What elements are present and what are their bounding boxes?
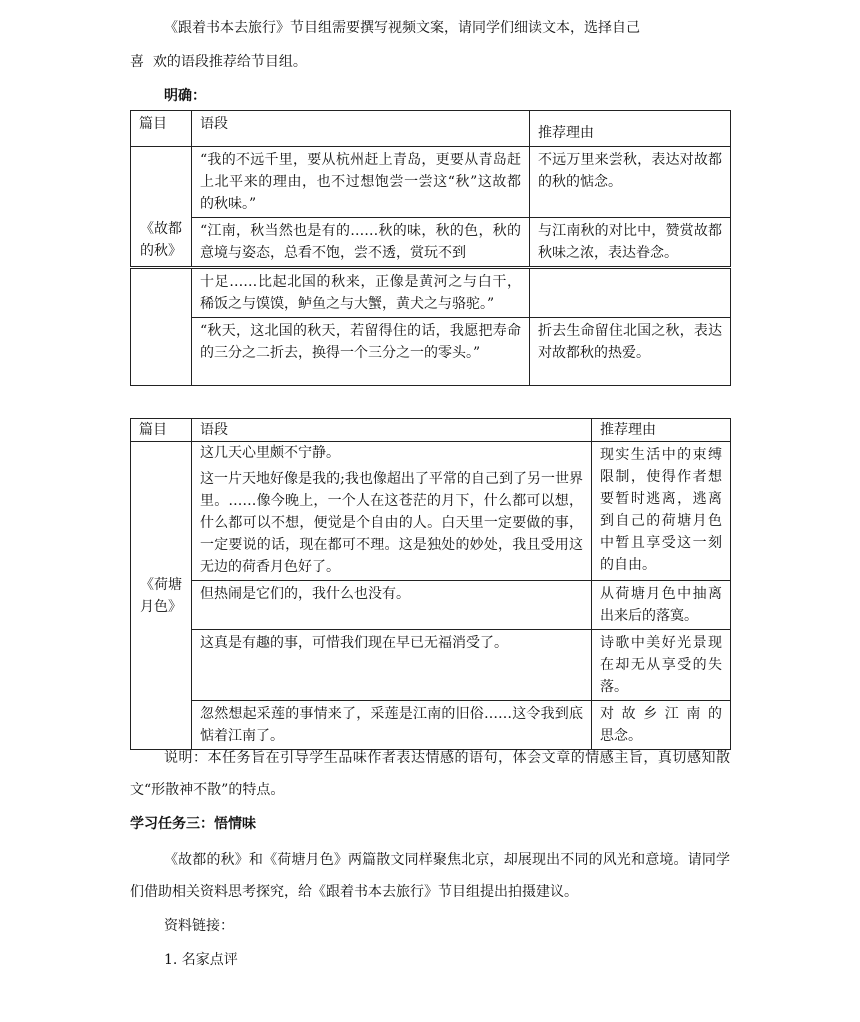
- quote-cell: 但热闹是它们的，我什么也没有。: [192, 581, 592, 630]
- table-header: 语段: [192, 111, 530, 147]
- reason-cell: 不远万里来尝秋，表达对故都的秋的惦念。: [530, 147, 731, 218]
- quote-cell: 忽然想起采莲的事情来了，采莲是江南的旧俗……这令我到底惦着江南了。: [192, 701, 592, 750]
- quote-cell: 这一片天地好像是我的;我也像超出了平常的自己到了另一世界里。……像今晚上，一个人在这苍茫的月下，什么都可以想，什么都可以不想，便觉是个自由的人。白天里一定要做的事，一定要说的话，现在都可不理。这是独处的妙处，我且受用这无边的荷香月色好了。: [200, 471, 583, 575]
- task3-body: 《故都的秋》和《荷塘月色》两篇散文同样聚焦北京，却展现出不同的风光和意境。请同学们借助相关资料思考探究，给《跟着书本去旅行》节目组提出拍摄建议。: [130, 852, 730, 900]
- clarify-label: 明确：: [164, 88, 206, 104]
- quote-cell: 这真是有趣的事，可惜我们现在早已无福消受了。: [192, 630, 592, 701]
- work-title: 《故都的秋》: [131, 218, 192, 267]
- note-paragraph: 说明：本任务旨在引导学生品味作者表达情感的语句，体会文章的情感主旨，真切感知散文“形散神不散”的特点。: [130, 750, 730, 798]
- quote-cell: 十足……比起北国的秋来，正像是黄河之与白干，稀饭之与馍馍，鲈鱼之与大蟹，黄犬之与骆驼。”: [192, 269, 530, 318]
- table-header: 推荐理由: [592, 419, 731, 442]
- list-item: 1. 名家点评: [164, 952, 238, 968]
- reason-cell: 对 故 乡 江 南 的 思念。: [592, 701, 731, 750]
- quote-cell: “江南，秋当然也是有的……秋的味，秋的色，秋的意境与姿态，总看不饱，尝不透，赏玩不到: [192, 218, 530, 267]
- reason-cell: 诗歌中美好光景现在却无从享受的失落。: [592, 630, 731, 701]
- quote-line: 这几天心里颇不宁静。: [200, 445, 340, 461]
- table-gudu-part1: [130, 110, 731, 267]
- table-gudu-part2: [130, 268, 731, 386]
- task3-heading: 学习任务三：悟情味: [130, 816, 256, 832]
- reason-cell: 现实生活中的束缚限制，使得作者想要暂时逃离，逃离到自己的荷塘月色中暂且享受这一刻的自由。: [592, 442, 731, 581]
- reason-cell: 从荷塘月色中抽离出来后的落寞。: [592, 581, 731, 630]
- intro-line-2: 喜 欢的语段推荐给节目组。: [130, 54, 307, 70]
- reason-cell: 与江南秋的对比中，赞赏故都秋味之浓，表达眷念。: [530, 218, 731, 267]
- table-header: 语段: [192, 419, 592, 442]
- table-hetang: [130, 418, 731, 750]
- work-title: 《荷塘月色》: [131, 442, 192, 750]
- quote-cell: “秋天，这北国的秋天，若留得住的话，我愿把寿命的三分之二折去，换得一个三分之一的零头。”: [192, 318, 530, 386]
- quote-cell: “我的不远千里，要从杭州赶上青岛，更要从青岛赶上北平来的理由，也不过想饱尝一尝这“秋”这故都的秋味。”: [192, 147, 530, 218]
- intro-line-1: 《跟着书本去旅行》节目组需要撰写视频文案，请同学们细读文本，选择自己: [164, 20, 640, 36]
- table-header: 篇目: [131, 111, 192, 147]
- reason-cell: 折去生命留住北国之秋，表达对故都秋的热爱。: [530, 318, 731, 386]
- resource-link-label: 资料链接：: [164, 918, 234, 934]
- table-header: 篇目: [131, 419, 192, 442]
- table-header: 推荐理由: [530, 111, 731, 147]
- reason-cell: [530, 269, 731, 318]
